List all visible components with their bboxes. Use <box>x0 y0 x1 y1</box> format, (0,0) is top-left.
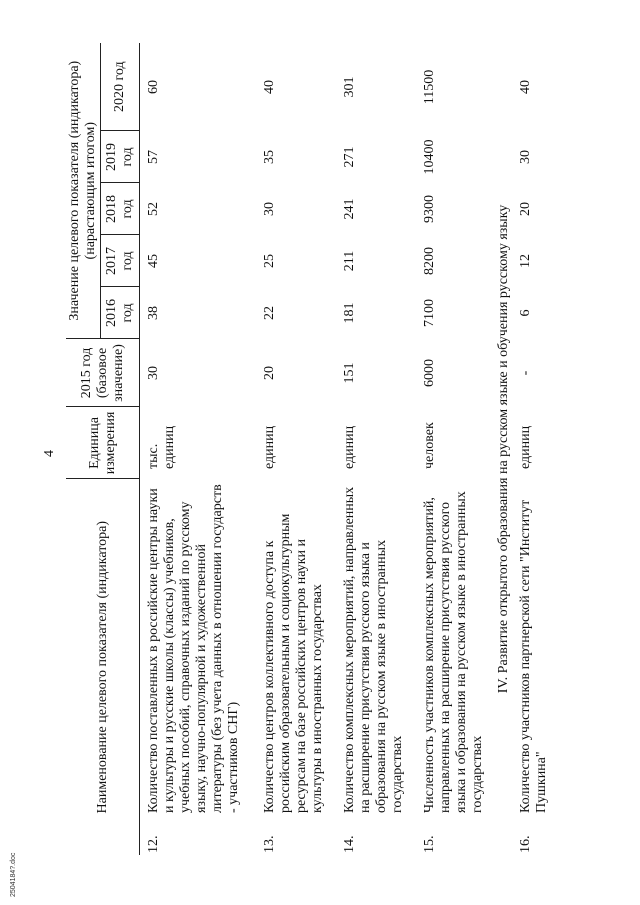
year-value: 60 <box>146 79 161 94</box>
year-value: 22 <box>261 305 277 320</box>
indicator-name: Количество участников партнерской сети "Институт Пушкина" <box>517 499 549 813</box>
base-value: 151 <box>341 362 357 384</box>
year-value: 12 <box>517 253 533 268</box>
year-value: 10400 <box>421 139 437 175</box>
page-number: 4 <box>42 450 57 457</box>
table-row <box>336 43 416 855</box>
header-unit: Единица измерения <box>66 407 140 479</box>
header-year: 2019 год <box>101 131 140 183</box>
header-year: 2016 год <box>101 287 140 339</box>
year-value: 35 <box>261 149 277 164</box>
table-row <box>256 43 336 855</box>
year-value: 40 <box>261 79 277 94</box>
year-value: 9300 <box>421 194 437 223</box>
indicator-name: Численность участников комплексных мероприятий, направленных на расширение присутствия русского языка и образования на русском языке в иностранных государствах <box>421 491 485 813</box>
header-target-group: Значение целевого показателя (индикатора) (нарастающим итогом) <box>66 43 101 339</box>
unit-cell: единиц <box>517 425 533 469</box>
year-value: 271 <box>341 146 357 168</box>
year-value: 241 <box>341 198 357 220</box>
row-number: 12. <box>146 835 161 853</box>
base-value: - <box>517 370 533 376</box>
year-value: 30 <box>517 149 533 164</box>
year-value: 45 <box>146 253 161 268</box>
year-value: 181 <box>341 302 357 324</box>
header-name: Наименование целевого показателя (индикатора) <box>66 479 140 855</box>
row-number: 16. <box>517 835 533 853</box>
indicator-name: Количество поставленных в российские центры науки и культуры и русские школы (классы) учебников, учебных пособий, справочных изданий по русскому языку, научно-популярной и художественной литературы (без учета данных в отношении государств - участников СНГ) <box>146 484 241 813</box>
table-row <box>140 43 256 855</box>
year-value: 30 <box>261 201 277 216</box>
indicator-table <box>66 43 562 855</box>
base-value: 20 <box>261 365 277 380</box>
header-base: 2015 год (базовое значение) <box>66 339 140 407</box>
year-value: 52 <box>146 201 161 216</box>
year-value: 40 <box>517 79 533 94</box>
header-year: 2020 год <box>101 43 140 131</box>
base-value: 6000 <box>421 358 437 387</box>
unit-cell: единиц <box>261 425 277 469</box>
unit-cell: тыс. единиц <box>146 425 177 469</box>
year-value: 20 <box>517 201 533 216</box>
section-heading: IV. Развитие открытого образования на русском языке и обучения русскому языку <box>495 204 511 694</box>
table-row <box>512 43 562 855</box>
row-number: 15. <box>421 835 437 853</box>
year-value: 6 <box>517 309 533 317</box>
year-value: 8200 <box>421 246 437 275</box>
year-value: 7100 <box>421 298 437 327</box>
year-value: 211 <box>341 250 357 272</box>
year-value: 25 <box>261 253 277 268</box>
row-number: 13. <box>261 835 277 853</box>
year-value: 301 <box>341 76 357 98</box>
section-heading-row <box>496 43 512 855</box>
unit-cell: человек <box>421 422 437 469</box>
header-year: 2017 год <box>101 235 140 287</box>
document-code: 2504184?.doc <box>10 852 17 897</box>
year-value: 57 <box>146 149 161 164</box>
base-value: 30 <box>146 365 161 380</box>
row-number: 14. <box>341 835 357 853</box>
year-value: 38 <box>146 305 161 320</box>
header-year: 2018 год <box>101 183 140 235</box>
year-value: 11500 <box>421 69 437 105</box>
indicator-name: Количество комплексных мероприятий, направленных на расширение присутствия русского языка и образования на русском языке в иностранных государствах <box>341 486 405 813</box>
table-row <box>416 43 496 855</box>
indicator-name: Количество центров коллективного доступа к российским образовательным и социокультурным ресурсам на базе российских центров науки и культуры в иностранных государствах <box>261 513 325 813</box>
unit-cell: единиц <box>341 425 357 469</box>
